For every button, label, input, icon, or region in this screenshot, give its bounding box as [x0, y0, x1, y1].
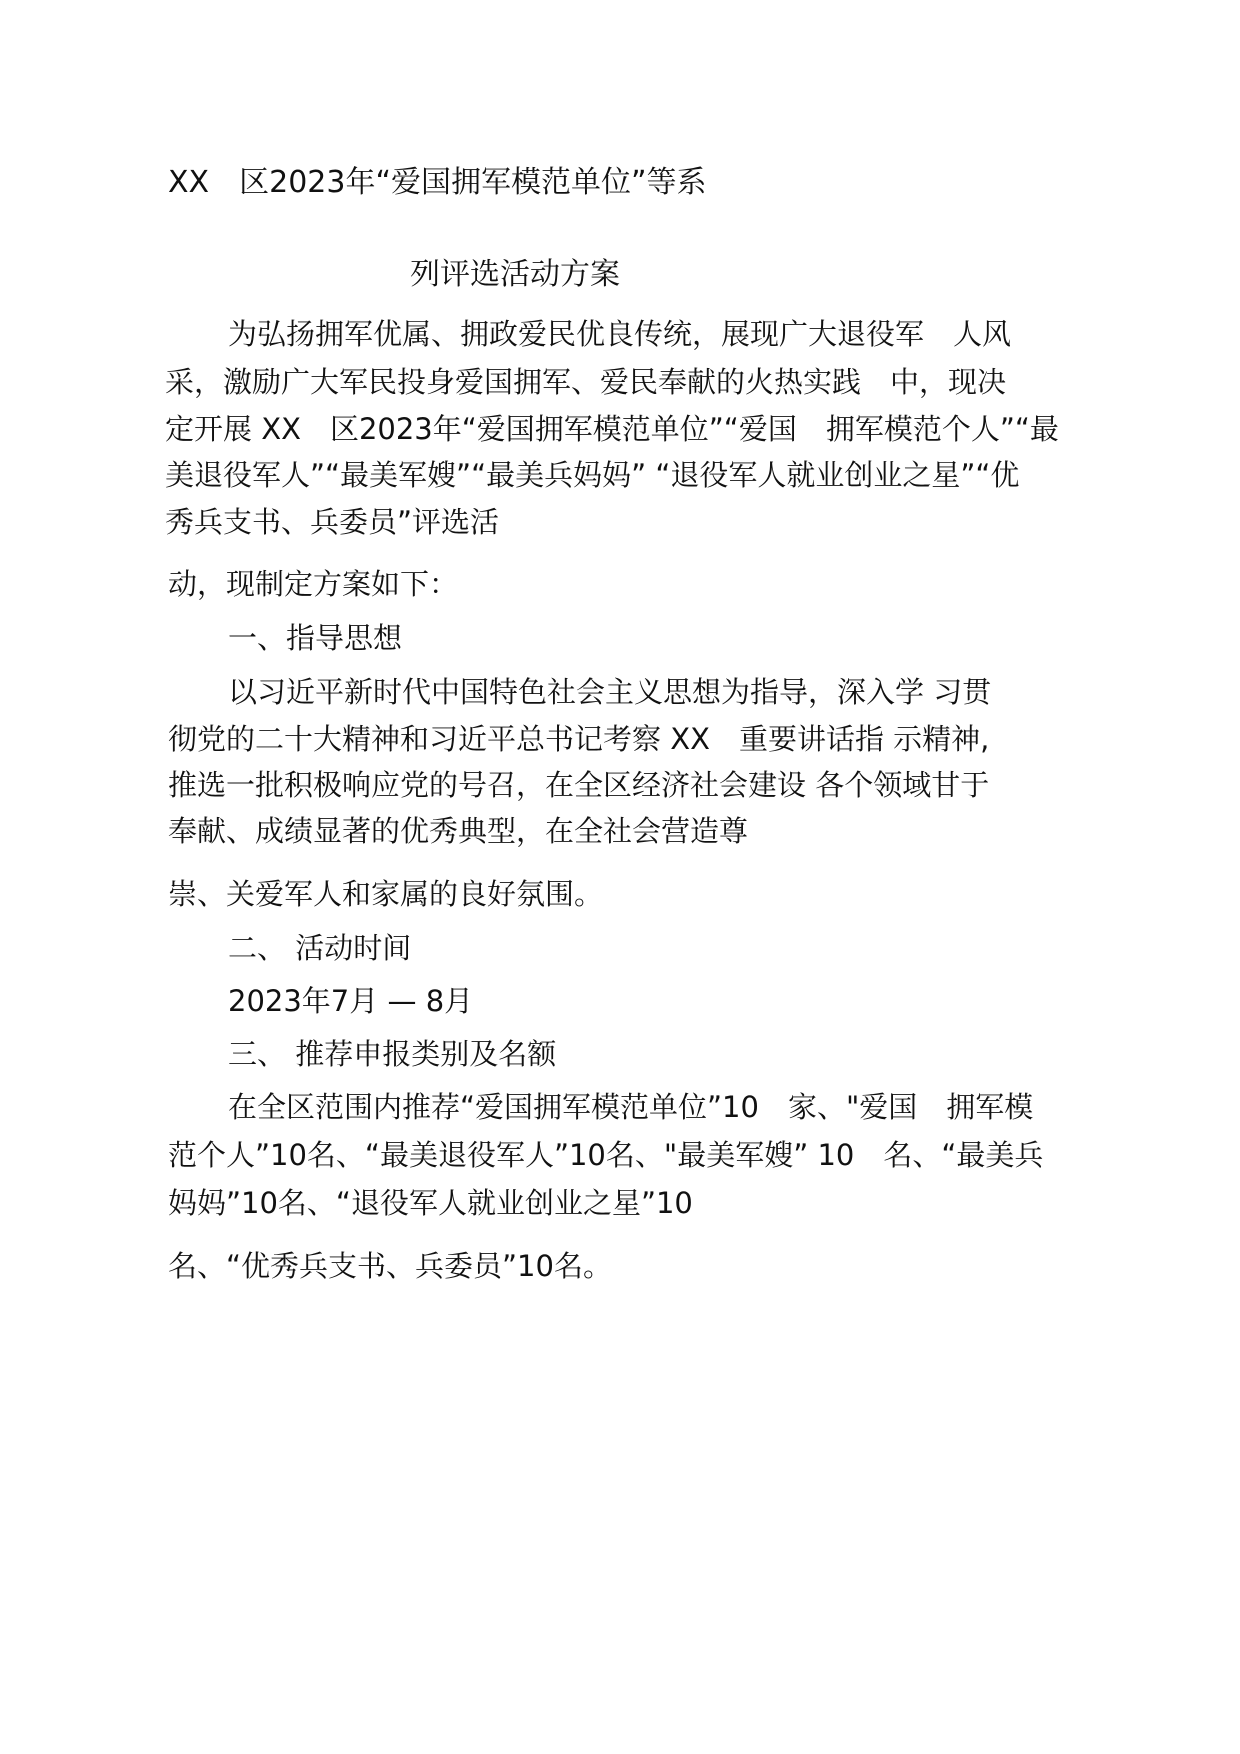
- section-2-heading: 二、 活动时间: [228, 931, 412, 965]
- paragraph-line: 彻党的二十大精神和习近平总书记考察 XX 重要讲话指 示精神,: [168, 722, 990, 756]
- paragraph-line: 崇、关爱军人和家属的良好氛围。: [168, 877, 604, 911]
- paragraph-line: 妈妈”10名、“退役军人就业创业之星”10: [168, 1186, 693, 1220]
- paragraph-line: 动，现制定方案如下：: [168, 567, 459, 601]
- section-3-heading: 三、 推荐申报类别及名额: [228, 1037, 557, 1071]
- paragraph-line: 在全区范围内推荐“爱国拥军模范单位”10 家、"爱国 拥军模: [228, 1090, 1034, 1124]
- paragraph-line: 定开展 XX 区2023年“爱国拥军模范单位”“爱国 拥军模范个人”“最: [165, 412, 1059, 446]
- paragraph-line: 秀兵支书、兵委员”评选活: [165, 505, 500, 539]
- paragraph-line: 推选一批积极响应党的号召，在全区经济社会建设 各个领域甘于: [168, 768, 990, 802]
- section-1-heading: 一、指导思想: [228, 621, 403, 655]
- paragraph-line: 美退役军人”“最美军嫂”“最美兵妈妈” “退役军人就业创业之星”“优: [165, 458, 1020, 492]
- document-title-line-1: XX 区2023年“爱国拥军模范单位”等系: [168, 165, 707, 200]
- section-2-body: 2023年7月 — 8月: [228, 984, 474, 1018]
- paragraph-line: 以习近平新时代中国特色社会主义思想为指导，深入学 习贯: [228, 675, 992, 709]
- paragraph-line: 奉献、成绩显著的优秀典型，在全社会营造尊: [168, 814, 749, 848]
- document-title-line-2: 列评选活动方案: [410, 257, 620, 292]
- paragraph-line: 名、“优秀兵支书、兵委员”10名。: [168, 1249, 612, 1283]
- paragraph-line: 范个人”10名、“最美退役军人”10名、"最美军嫂” 10 名、“最美兵: [168, 1138, 1044, 1172]
- paragraph-line: 采，激励广大军民投身爱国拥军、爱民奉献的火热实践 中，现决: [165, 365, 1007, 399]
- paragraph-line: 为弘扬拥军优属、拥政爱民优良传统，展现广大退役军 人风: [228, 317, 1012, 351]
